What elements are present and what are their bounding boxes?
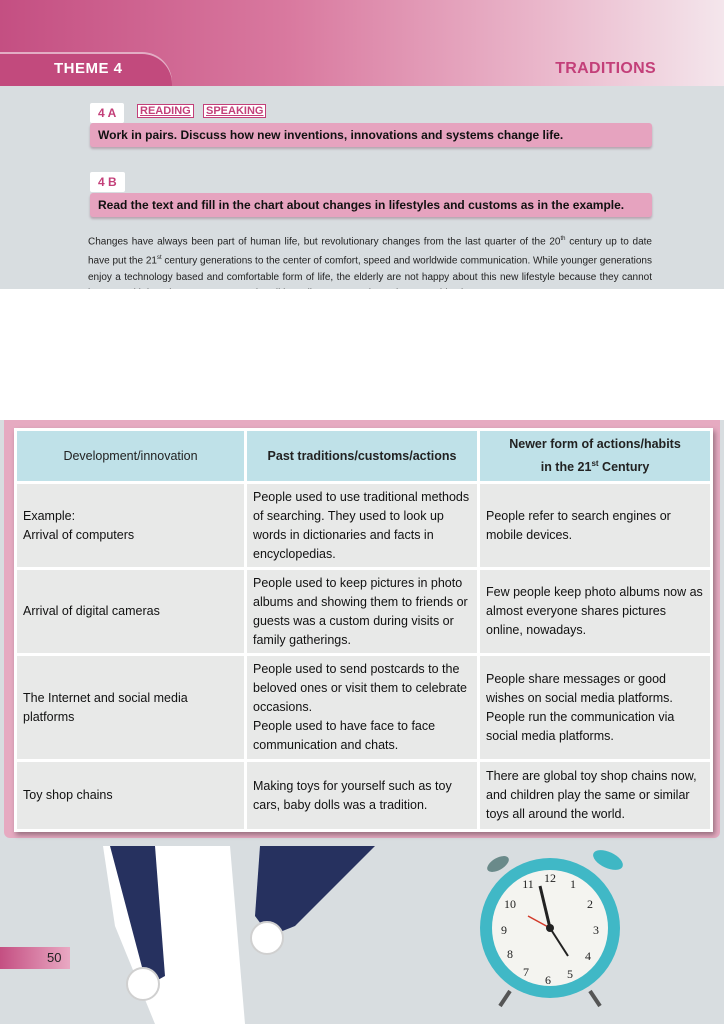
svg-text:10: 10: [504, 897, 516, 911]
cell-past: People used to use traditional methods of searching. They used to look up words in dictionaries and facts in encyclopedias.: [246, 483, 479, 569]
cell-past: Making toys for yourself such as toy cars, baby dolls was a tradition.: [246, 761, 479, 831]
header-past: Past traditions/customs/actions: [246, 430, 479, 483]
alarm-clock-icon: [470, 846, 640, 1016]
page-number: 50: [47, 950, 62, 965]
svg-text:4: 4: [585, 949, 591, 963]
table-row: [16, 761, 712, 831]
cell-past: People used to keep pictures in photo albums and showing them to friends or guests was a custom during visits or family gatherings.: [246, 569, 479, 655]
figure-button: [127, 968, 159, 1000]
svg-text:9: 9: [501, 923, 507, 937]
svg-text:1: 1: [570, 877, 576, 891]
cell-newer: People share messages or good wishes on social media platforms. People run the communication via social media platforms.: [479, 655, 712, 761]
table-row: [16, 655, 712, 761]
task-4b-instruction: Read the text and fill in the chart about changes in lifestyles and customs as in the example.: [90, 193, 652, 217]
theme-label: THEME 4: [54, 60, 123, 77]
cell-newer: People refer to search engines or mobile devices.: [479, 483, 712, 569]
cell-development: Toy shop chains: [16, 761, 246, 831]
cell-development: Example: Arrival of computers: [16, 483, 246, 569]
task-4a-instruction: Work in pairs. Discuss how new inventions, innovations and systems change life.: [90, 123, 652, 147]
page-title: TRADITIONS: [555, 60, 656, 77]
figure-illustration: [95, 846, 385, 1024]
svg-text:5: 5: [567, 967, 573, 981]
task-4a-label: 4 A: [90, 103, 124, 123]
cell-newer: There are global toy shop chains now, and children play the same or similar toys all around the world.: [479, 761, 712, 831]
lifestyle-chart: [14, 428, 713, 832]
svg-text:7: 7: [523, 965, 529, 979]
cell-development: The Internet and social media platforms: [16, 655, 246, 761]
table-row: [16, 569, 712, 655]
svg-text:3: 3: [593, 923, 599, 937]
svg-text:2: 2: [587, 897, 593, 911]
cell-newer: Few people keep photo albums now as almost everyone shares pictures online, nowadays.: [479, 569, 712, 655]
svg-text:12: 12: [544, 871, 556, 885]
cell-past: People used to send postcards to the beloved ones or visit them to celebrate occasions. People used to have face to face communication and chats.: [246, 655, 479, 761]
reading-passage: Changes have always been part of human life, but revolutionary changes from the last quarter of the 20th century up to date have put the 21st century generations to the center of comfort, speed and worldwide communication. While younger generations enjoy a technology based and comfortable form of life, the elderly are not happy about this new lifestyle because they cannot: [88, 236, 652, 283]
skill-speaking: SPEAKING: [203, 104, 266, 118]
theme-tab: [0, 52, 172, 86]
task-4b-label: 4 B: [90, 172, 125, 192]
figure-button: [251, 922, 283, 954]
svg-text:8: 8: [507, 947, 513, 961]
blank-area: [0, 289, 724, 420]
table-header-row: [16, 430, 712, 483]
table-row: [16, 483, 712, 569]
header-development: Development/innovation: [16, 430, 246, 483]
cell-development: Arrival of digital cameras: [16, 569, 246, 655]
svg-text:6: 6: [545, 973, 551, 987]
skill-reading: READING: [137, 104, 194, 118]
header-newer: Newer form of actions/habits in the 21st Century: [479, 430, 712, 483]
svg-text:11: 11: [522, 877, 534, 891]
